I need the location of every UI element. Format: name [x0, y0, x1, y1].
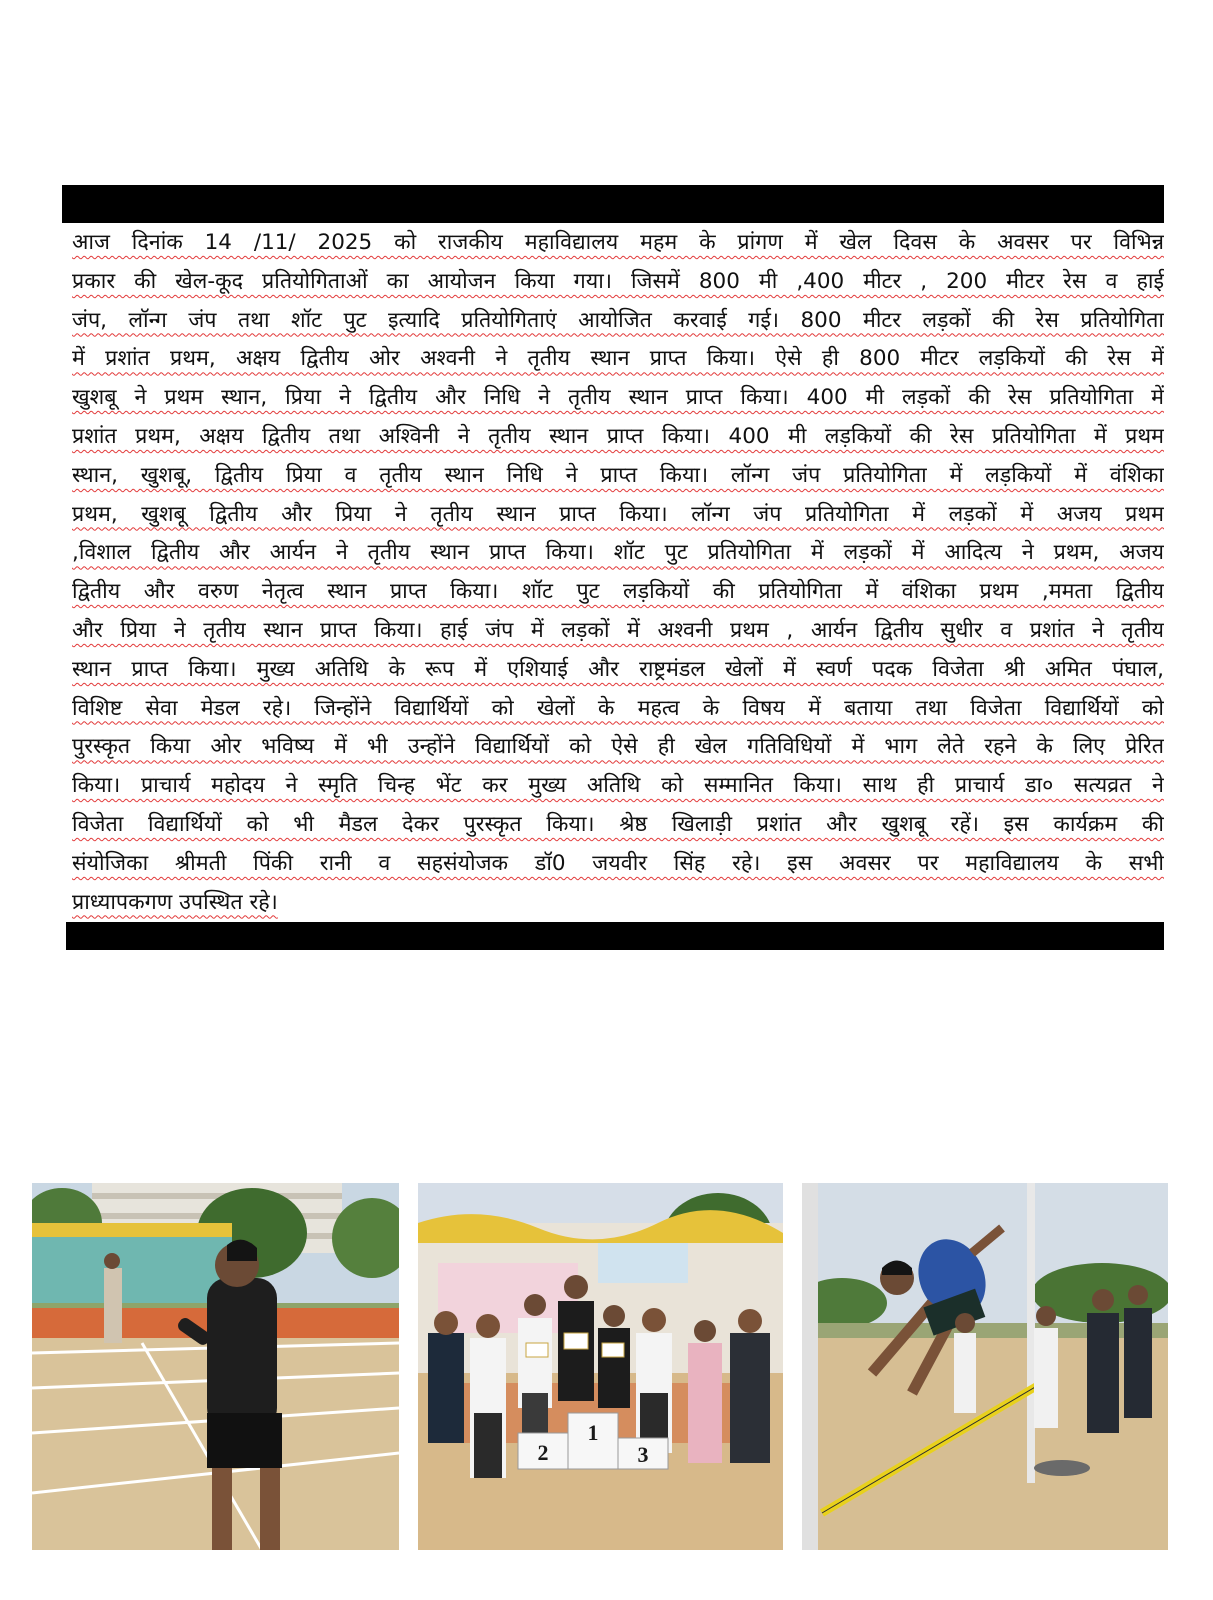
- article-line: स्थान, खुशबू, द्वितीय प्रिया व तृतीय स्थान निधि ने प्राप्त किया। लॉन्ग जंप प्रतियोगिता में लड़कियों में वंशिका: [72, 462, 1164, 488]
- article-line: विजेता विद्यार्थियों को भी मैडल देकर पुरस्कृत किया। श्रेष्ठ खिलाड़ी प्रशांत और खुशबू रहें। इस कार्यक्रम की: [72, 811, 1164, 837]
- redaction-bar-top: [62, 185, 1164, 223]
- article-line: ,विशाल द्वितीय और आर्यन ने तृतीय स्थान प्राप्त किया। शॉट पुट प्रतियोगिता में लड़कों में आदित्य ने प्रथम, अजय: [72, 540, 1164, 566]
- article-line: प्रशांत प्रथम, अक्षय द्वितीय तथा अश्विनी ने तृतीय स्थान प्राप्त किया। 400 मी लड़कियों की रेस प्रतियोगिता में प्रथम: [72, 423, 1164, 449]
- photo-prize-podium: [418, 1183, 783, 1550]
- article-line: प्राध्यापकगण उपस्थित रहे।: [72, 889, 278, 915]
- article-line: प्रकार की खेल-कूद प्रतियोगिताओं का आयोजन किया गया। जिसमें 800 मी ,400 मीटर , 200 मीटर रेस व हाई: [72, 268, 1164, 294]
- photo-high-jump: [802, 1183, 1168, 1550]
- article-line: संयोजिका श्रीमती पिंकी रानी व सहसंयोजक डॉ0 जयवीर सिंह रहे। इस अवसर पर महाविद्यालय के सभी: [72, 850, 1164, 876]
- article-line: द्वितीय और वरुण नेतृत्व स्थान प्राप्त किया। शॉट पुट लड़कियों की प्रतियोगिता में वंशिका प्रथम ,ममता द्वितीय: [72, 579, 1164, 605]
- article-line: विशिष्ट सेवा मेडल रहे। जिन्होंने विद्यार्थियों को खेलों के महत्व के विषय में बताया तथा विजेता विद्यार्थियों को: [72, 695, 1164, 721]
- article-line: खुशबू ने प्रथम स्थान, प्रिया ने द्वितीय और निधि ने तृतीय स्थान प्राप्त किया। 400 मी लड़कों की रेस प्रतियोगिता में: [72, 385, 1164, 411]
- redaction-bar-bottom: [66, 922, 1164, 950]
- article-line: किया। प्राचार्य महोदय ने स्मृति चिन्ह भेंट कर मुख्य अतिथि को सम्मानित किया। साथ ही प्राचार्य डा० सत्यव्रत ने: [72, 773, 1164, 799]
- podium-number-2: 2: [537, 1440, 549, 1465]
- article-line: स्थान प्राप्त किया। मुख्य अतिथि के रूप में एशियाई और राष्ट्रमंडल खेलों में स्वर्ण पदक विजेता श्री अमित पंघाल,: [72, 656, 1164, 682]
- podium-number-3: 3: [637, 1442, 649, 1467]
- article-line: आज दिनांक 14 /11/ 2025 को राजकीय महाविद्यालय महम के प्रांगण में खेल दिवस के अवसर पर विभिन्न: [72, 230, 1164, 255]
- podium-number-1: 1: [587, 1420, 599, 1445]
- article-text: [72, 224, 1164, 924]
- article-line: प्रथम, खुशबू द्वितीय और प्रिया ने तृतीय स्थान प्राप्त किया। लॉन्ग जंप प्रतियोगिता में लड़कों में अजय प्रथम: [72, 501, 1164, 527]
- article-line: और प्रिया ने तृतीय स्थान प्राप्त किया। हाई जंप में लड़कों में अश्वनी प्रथम , आर्यन द्वितीय सुधीर व प्रशांत ने तृतीय: [72, 617, 1164, 643]
- article-line: में प्रशांत प्रथम, अक्षय द्वितीय ओर अश्वनी ने तृतीय स्थान प्राप्त किया। ऐसे ही 800 मीटर लड़कियों की रेस में: [72, 346, 1164, 372]
- article-line: पुरस्कृत किया ओर भविष्य में भी उन्होंने विद्यार्थियों को ऐसे ही खेल गतिविधियों में भाग लेते रहने के लिए प्रेरित: [72, 734, 1164, 760]
- article-line: जंप, लॉन्ग जंप तथा शॉट पुट इत्यादि प्रतियोगिताएं आयोजित करवाई गई। 800 मीटर लड़कों की रेस प्रतियोगिता: [72, 307, 1164, 333]
- photo-running-track: [32, 1183, 399, 1550]
